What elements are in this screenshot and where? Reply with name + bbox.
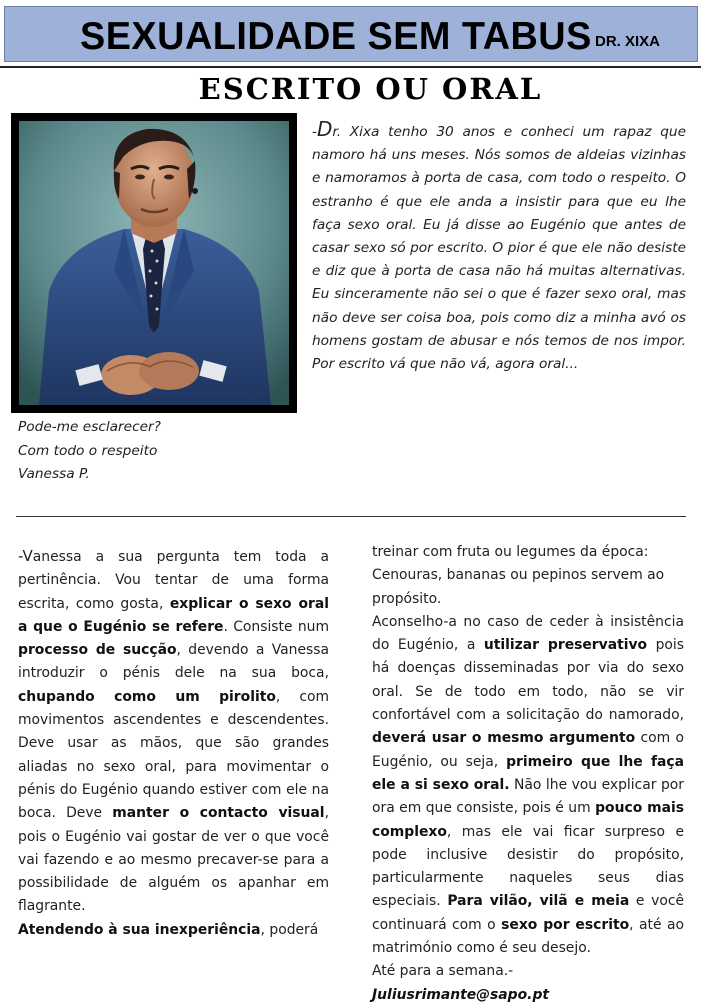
answer-highlight: primeiro que lhe faça ele a si sexo oral.	[372, 753, 684, 793]
answer-highlight: chupando como um pirolito	[18, 688, 276, 705]
answer-highlight: Atendendo à sua inexperiência	[18, 921, 261, 938]
column-author: DR. XIXA	[595, 33, 661, 50]
answer-text: anessa a sua pergunta tem toda a pertinência. Vou tentar de uma forma escrita, como gosta,	[18, 549, 329, 612]
answer-paragraph	[18, 919, 329, 942]
portrait-illustration	[19, 121, 289, 405]
answer-paragraph	[372, 541, 684, 611]
answer-text: , com movimentos ascendentes e descendentes. Deve usar as mãos, que são grandes aliadas no sexo oral, para movimentar o pénis do Eugénio quando estiver com ele na boca. Deve	[18, 688, 329, 822]
answer-highlight: sexo por escrito	[501, 916, 630, 933]
question-dropcap: D	[316, 117, 333, 141]
reader-signature	[18, 416, 161, 487]
article-title	[0, 72, 701, 106]
signoff-text: Até para a semana.-	[372, 963, 514, 980]
answer-text: treinar com fruta ou legumes da época: Cenouras, bananas ou pepinos servem ao propósito.	[372, 544, 665, 607]
answer-column-right	[372, 541, 684, 1007]
signature-name: Vanessa P.	[18, 466, 90, 482]
answer-highlight: manter o contacto visual	[112, 805, 325, 822]
answer-highlight: Para vilão, vilã e meia	[447, 893, 630, 910]
section-divider	[16, 516, 686, 517]
answer-text: Não lhe vou explicar por ora em que consiste, pois é um	[372, 776, 684, 817]
answer-column-left	[18, 545, 329, 942]
header-banner	[4, 6, 698, 62]
answer-highlight: processo de sucção	[18, 642, 177, 659]
author-photo-frame	[11, 113, 297, 413]
answer-highlight: explicar o sexo oral a que o Eugénio se refere	[18, 595, 329, 635]
answer-paragraph	[372, 611, 684, 960]
signature-line: Pode-me esclarecer?	[18, 419, 161, 435]
answer-highlight: utilizar preservativo	[483, 637, 648, 654]
answer-signoff	[372, 960, 684, 1007]
author-photo	[19, 121, 289, 405]
answer-text: , até ao matrimónio como é seu desejo.	[372, 916, 685, 957]
answer-text: , poderá	[260, 921, 319, 938]
answer-paragraph	[18, 545, 329, 919]
question-text: r. Xixa tenho 30 anos e conheci um rapaz que namoro há uns meses. Nós somos de aldeias vizinhas e namoramos à porta de casa, com todo o respeito. O estranho é que ele anda a insistir para que eu lhe faça sexo oral. Eu já disse ao Eugénio que antes de casar sexo só por escrito. O pior é que ele não desiste e diz que à porta de casa não há muitas alternativas. Eu sinceramente não sei o que é fazer sexo oral, mas não deve ser coisa boa, pois como diz a minha avó os homens gostam de abusar e nós temos de nos impor. Por escrito vá que não vá, agora oral...	[312, 124, 686, 373]
answer-text: pois há doenças disseminadas por via do sexo oral. Se de todo em todo, não se vir confortável com a solicitação do namorado,	[372, 637, 685, 724]
article-title-text: ESCRITO OU ORAL	[198, 72, 543, 106]
answer-text: , devendo a Vanessa introduzir o pénis dele na sua boca,	[18, 642, 329, 682]
answer-highlight: deverá usar o mesmo argumento	[372, 730, 636, 747]
answer-text: Aconselho-a no caso de ceder à insistência do Eugénio, a	[372, 613, 684, 654]
answer-text: . Consiste num	[223, 618, 329, 635]
reader-question	[312, 118, 686, 376]
answer-text: , mas ele vai ficar surpreso e pode inclusive desistir do propósito, particularmente naqueles seus dias especiais.	[372, 823, 684, 910]
question-dash: -	[312, 124, 317, 140]
column-title: SEXUALIDADE SEM TABUS	[80, 15, 592, 58]
answer-text: com o Eugénio, ou seja,	[372, 730, 684, 770]
answer-text: e você continuará com o	[372, 893, 684, 933]
header-divider	[0, 66, 701, 68]
signoff-email: Juliusrimante@sapo.pt	[372, 986, 550, 1003]
answer-highlight: pouco mais complexo	[372, 800, 684, 840]
answer-dropcap: -V	[18, 547, 33, 565]
signature-line: Com todo o respeito	[18, 442, 158, 459]
answer-text: , pois o Eugénio vai gostar de ver o que você vai fazendo e ao mesmo precaver-se para a possibilidade de alguém os apanhar em flagrante.	[18, 805, 329, 915]
